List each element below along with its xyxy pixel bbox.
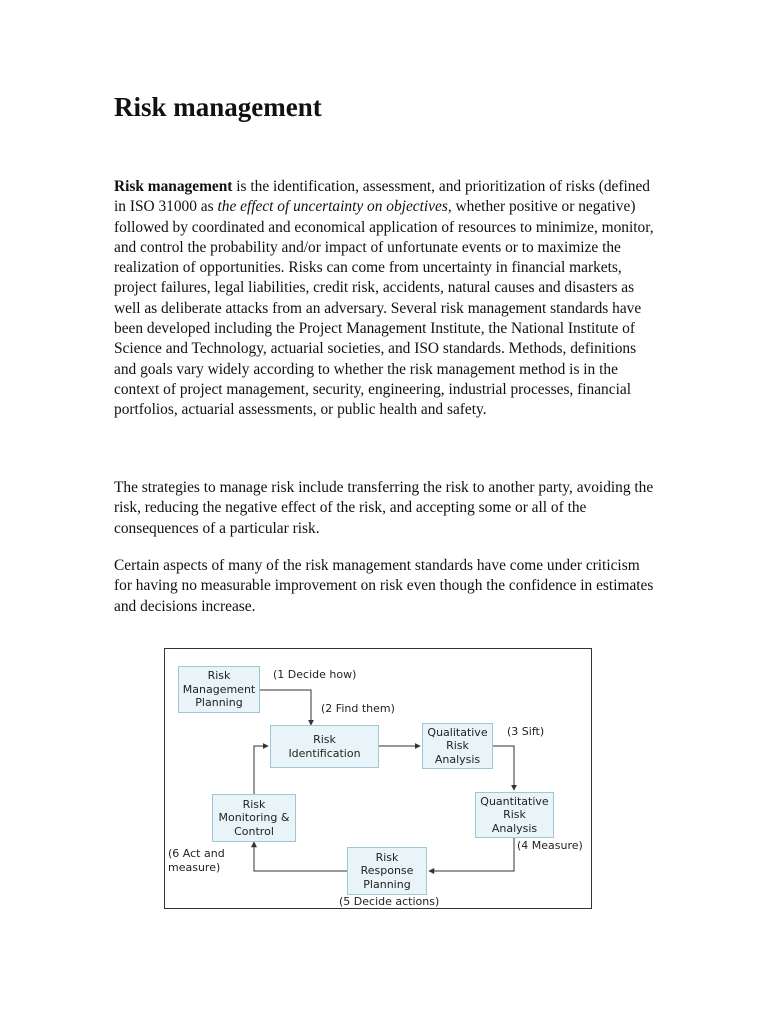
- intro-italic-definition: the effect of uncertainty on objectives: [217, 198, 448, 216]
- arrow-response-to-monitoring: [254, 842, 347, 871]
- risk-process-diagram: [164, 648, 592, 909]
- node-risk-management-planning: Risk Management Planning: [178, 666, 260, 713]
- arrow-qualitative-to-quantitative: [493, 746, 514, 790]
- intro-text-1: is the identification, assessment, and prioritization of risks (defined in ISO 31000 as: [114, 178, 651, 216]
- intro-lead-term: Risk management: [114, 178, 233, 195]
- node-qualitative-risk-analysis: Qualitative Risk Analysis: [422, 723, 493, 769]
- label-act-and-measure: (6 Act and measure): [168, 847, 225, 874]
- intro-text-2: , whether positive or negative) followed by coordinated and economical application of resources to minimize, monitor, and control the probability and/or impact of unfortunate events or to maximize the realization of opportunities. Risks can come from uncertainty in financial markets, project failures, legal liabilities, credit risk, accidents, natural causes and disasters as well as deliberate attacks from an adversary. Several risk management standards have been developed including the Project Management Institute, the National Institute of Science and Technology, actuarial societies, and ISO standards. Methods, definitions and goals vary widely according to whether the risk management method is in the context of project management, security, engineering, industrial processes, financial portfolios, actuarial assessments, or public health and safety.: [114, 198, 654, 419]
- label-decide-how: (1 Decide how): [273, 668, 357, 681]
- node-risk-response-planning: Risk Response Planning: [347, 847, 427, 895]
- label-sift: (3 Sift): [507, 725, 545, 738]
- criticism-paragraph: Certain aspects of many of the risk management standards have come under criticism for having no measurable improvement on risk even though the confidence in estimates and decisions increase.: [114, 557, 654, 615]
- intro-paragraph: [114, 177, 659, 421]
- page-title: Risk management: [114, 92, 322, 122]
- arrow-planning-to-identification: [260, 690, 311, 725]
- node-risk-monitoring-control: Risk Monitoring & Control: [212, 794, 296, 842]
- node-risk-identification: Risk Identification: [270, 725, 379, 768]
- label-find-them: (2 Find them): [321, 702, 395, 715]
- arrow-monitoring-to-identification: [254, 746, 268, 794]
- node-quantitative-risk-analysis: Quantitative Risk Analysis: [475, 792, 554, 838]
- label-measure: (4 Measure): [517, 839, 583, 852]
- arrow-quantitative-to-response: [429, 838, 514, 871]
- strategies-paragraph: The strategies to manage risk include transferring the risk to another party, avoiding the risk, reducing the negative effect of the risk, and accepting some or all of the consequences of a particular risk.: [114, 479, 654, 537]
- label-decide-actions: (5 Decide actions): [339, 895, 440, 908]
